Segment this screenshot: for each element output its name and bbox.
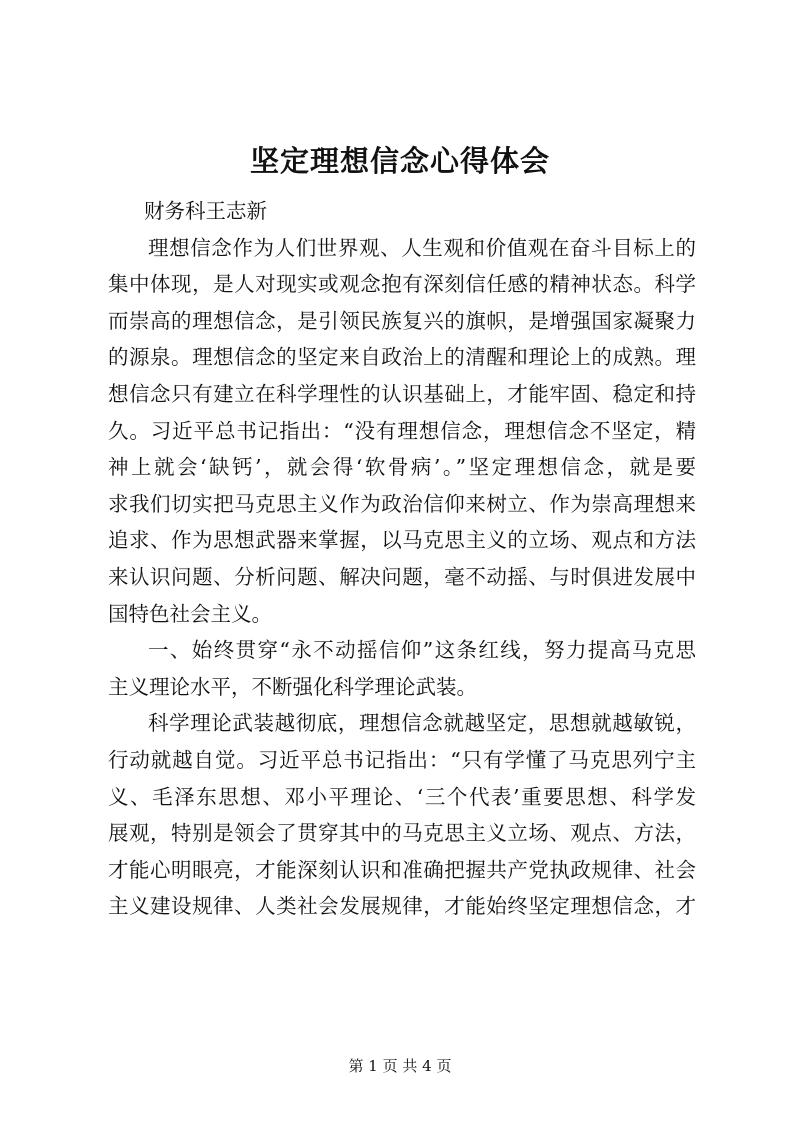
paragraph-line: 想信念只有建立在科学理性的认识基础上，才能牢固、稳定和持: [108, 381, 696, 406]
paragraph-line: 集中体现，是人对现实或观念抱有深刻信任感的精神状态。科学: [108, 272, 696, 297]
paragraph-line: 久。习近平总书记指出：“没有理想信念，理想信念不坚定，精: [108, 418, 696, 443]
paragraph-line: 一、始终贯穿“永不动摇信仰”这条红线，努力提高马克思: [148, 638, 696, 663]
page-footer: 第 1 页 共 4 页: [348, 1057, 452, 1075]
paragraph-line: 追求、作为思想武器来掌握，以马克思主义的立场、观点和方法: [108, 528, 696, 553]
paragraph-line: 的源泉。理想信念的坚定来自政治上的清醒和理论上的成熟。理: [108, 345, 696, 370]
paragraph-2: [108, 632, 696, 705]
paragraph-line: 理想信念作为人们世界观、人生观和价值观在奋斗目标上的: [148, 235, 696, 260]
paragraph-line: 主义建设规律、人类社会发展规律，才能始终坚定理想信念，才: [108, 894, 696, 919]
paragraph-line: 国特色社会主义。: [108, 601, 272, 626]
document-body: [108, 193, 696, 925]
paragraph-1: [108, 230, 696, 633]
paragraph-line: 来认识问题、分析问题、解决问题，毫不动摇、与时俱进发展中: [108, 564, 696, 589]
paragraph-line: 而崇高的理想信念，是引领民族复兴的旗帜，是增强国家凝聚力: [108, 308, 696, 333]
paragraph-line: 展观，特别是领会了贯穿其中的马克思主义立场、观点、方法，: [108, 821, 696, 846]
paragraph-3: [108, 705, 696, 925]
paragraph-line: 行动就越自觉。习近平总书记指出：“只有学懂了马克思列宁主: [108, 747, 696, 772]
paragraph-line: 神上就会‘缺钙’，就会得‘软骨病’。”坚定理想信念，就是要: [108, 455, 696, 480]
author-line: 财务科王志新: [144, 199, 267, 223]
paragraph-line: 求我们切实把马克思主义作为政治信仰来树立、作为崇高理想来: [108, 491, 696, 516]
paragraph-line: 义、毛泽东思想、邓小平理论、‘三个代表’重要思想、科学发: [108, 784, 696, 809]
paragraph-line: 主义理论水平，不断强化科学理论武装。: [108, 674, 477, 699]
document-title: 坚定理想信念心得体会: [249, 144, 550, 178]
paragraph-line: 科学理论武装越彻底，理想信念就越坚定，思想就越敏锐，: [148, 711, 696, 736]
paragraph-line: 才能心明眼亮，才能深刻认识和准确把握共产党执政规律、社会: [108, 857, 696, 882]
